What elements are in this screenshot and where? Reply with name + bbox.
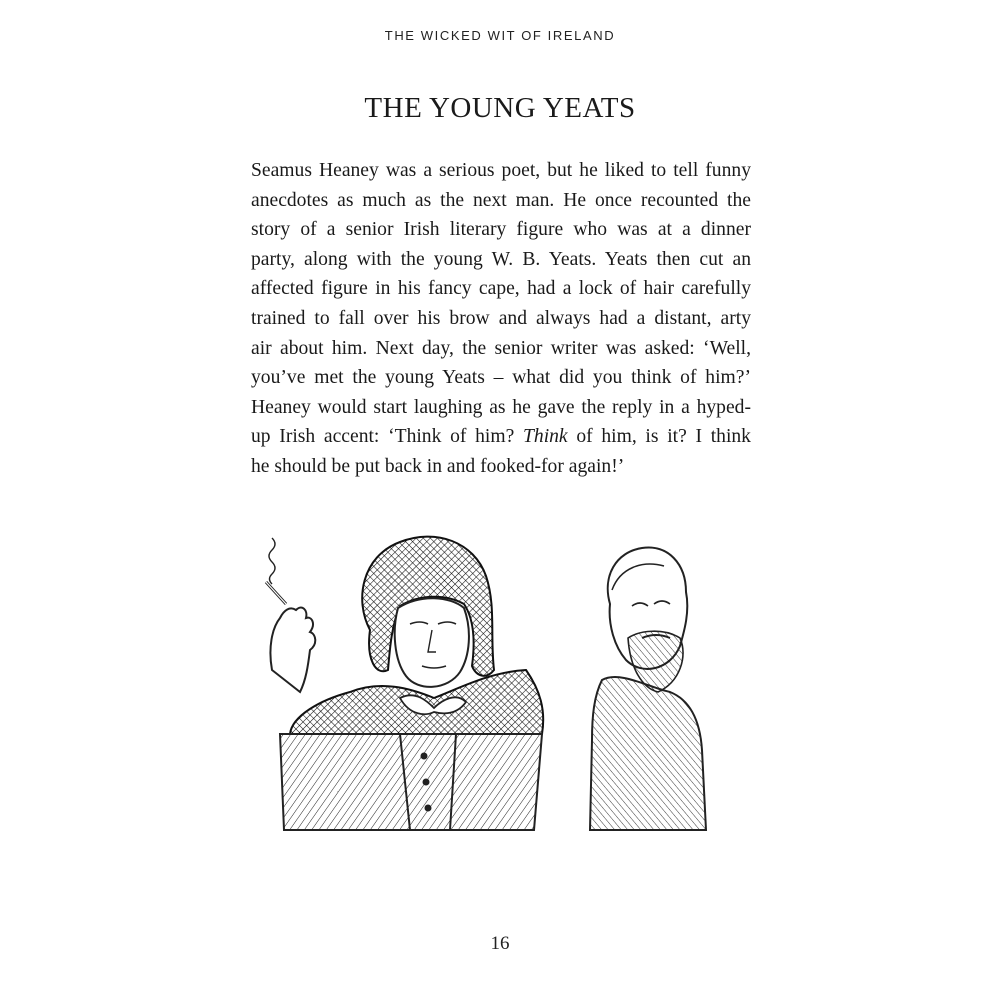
italic-emphasis: Think bbox=[523, 426, 568, 448]
page-number: 16 bbox=[490, 933, 510, 954]
text-line: Heaney would start laughing as he gave the reply in a hyped- bbox=[251, 396, 751, 418]
figure-left-face bbox=[395, 598, 469, 687]
text-line: Seamus Heaney was a serious poet, but he liked to tell funny bbox=[251, 160, 751, 181]
text-line: he should be put back in and fooked-for again!’ bbox=[251, 455, 625, 477]
caricature-illustration bbox=[250, 520, 760, 840]
text-line: anecdotes as much as the next man. He once recounted the bbox=[251, 189, 751, 211]
text-line: you’ve met the young Yeats – what did you think of him?’ bbox=[251, 367, 751, 389]
chapter-title: THE YOUNG YEATS bbox=[364, 92, 636, 124]
smoke-line bbox=[269, 538, 275, 584]
hand bbox=[270, 608, 315, 692]
text-line: air about him. Next day, the senior writer was asked: ‘Well, bbox=[251, 337, 751, 359]
figure-left-coat bbox=[280, 734, 542, 830]
text-line: trained to fall over his brow and always had a distant, arty bbox=[251, 307, 751, 329]
text-line: affected figure in his fancy cape, had a lock of hair carefully bbox=[251, 278, 751, 300]
body-paragraph bbox=[251, 156, 751, 482]
figure-right-body bbox=[590, 677, 706, 830]
running-head: THE WICKED WIT OF IRELAND bbox=[384, 28, 616, 43]
text-fragment: of him, is it? I think bbox=[567, 426, 751, 448]
text-line: party, along with the young W. B. Yeats. Yeats then cut an bbox=[251, 248, 751, 270]
text-fragment: up Irish accent: ‘Think of him? bbox=[251, 426, 515, 448]
text-line bbox=[251, 422, 751, 452]
text-line: story of a senior Irish literary figure who was at a dinner bbox=[251, 219, 751, 241]
